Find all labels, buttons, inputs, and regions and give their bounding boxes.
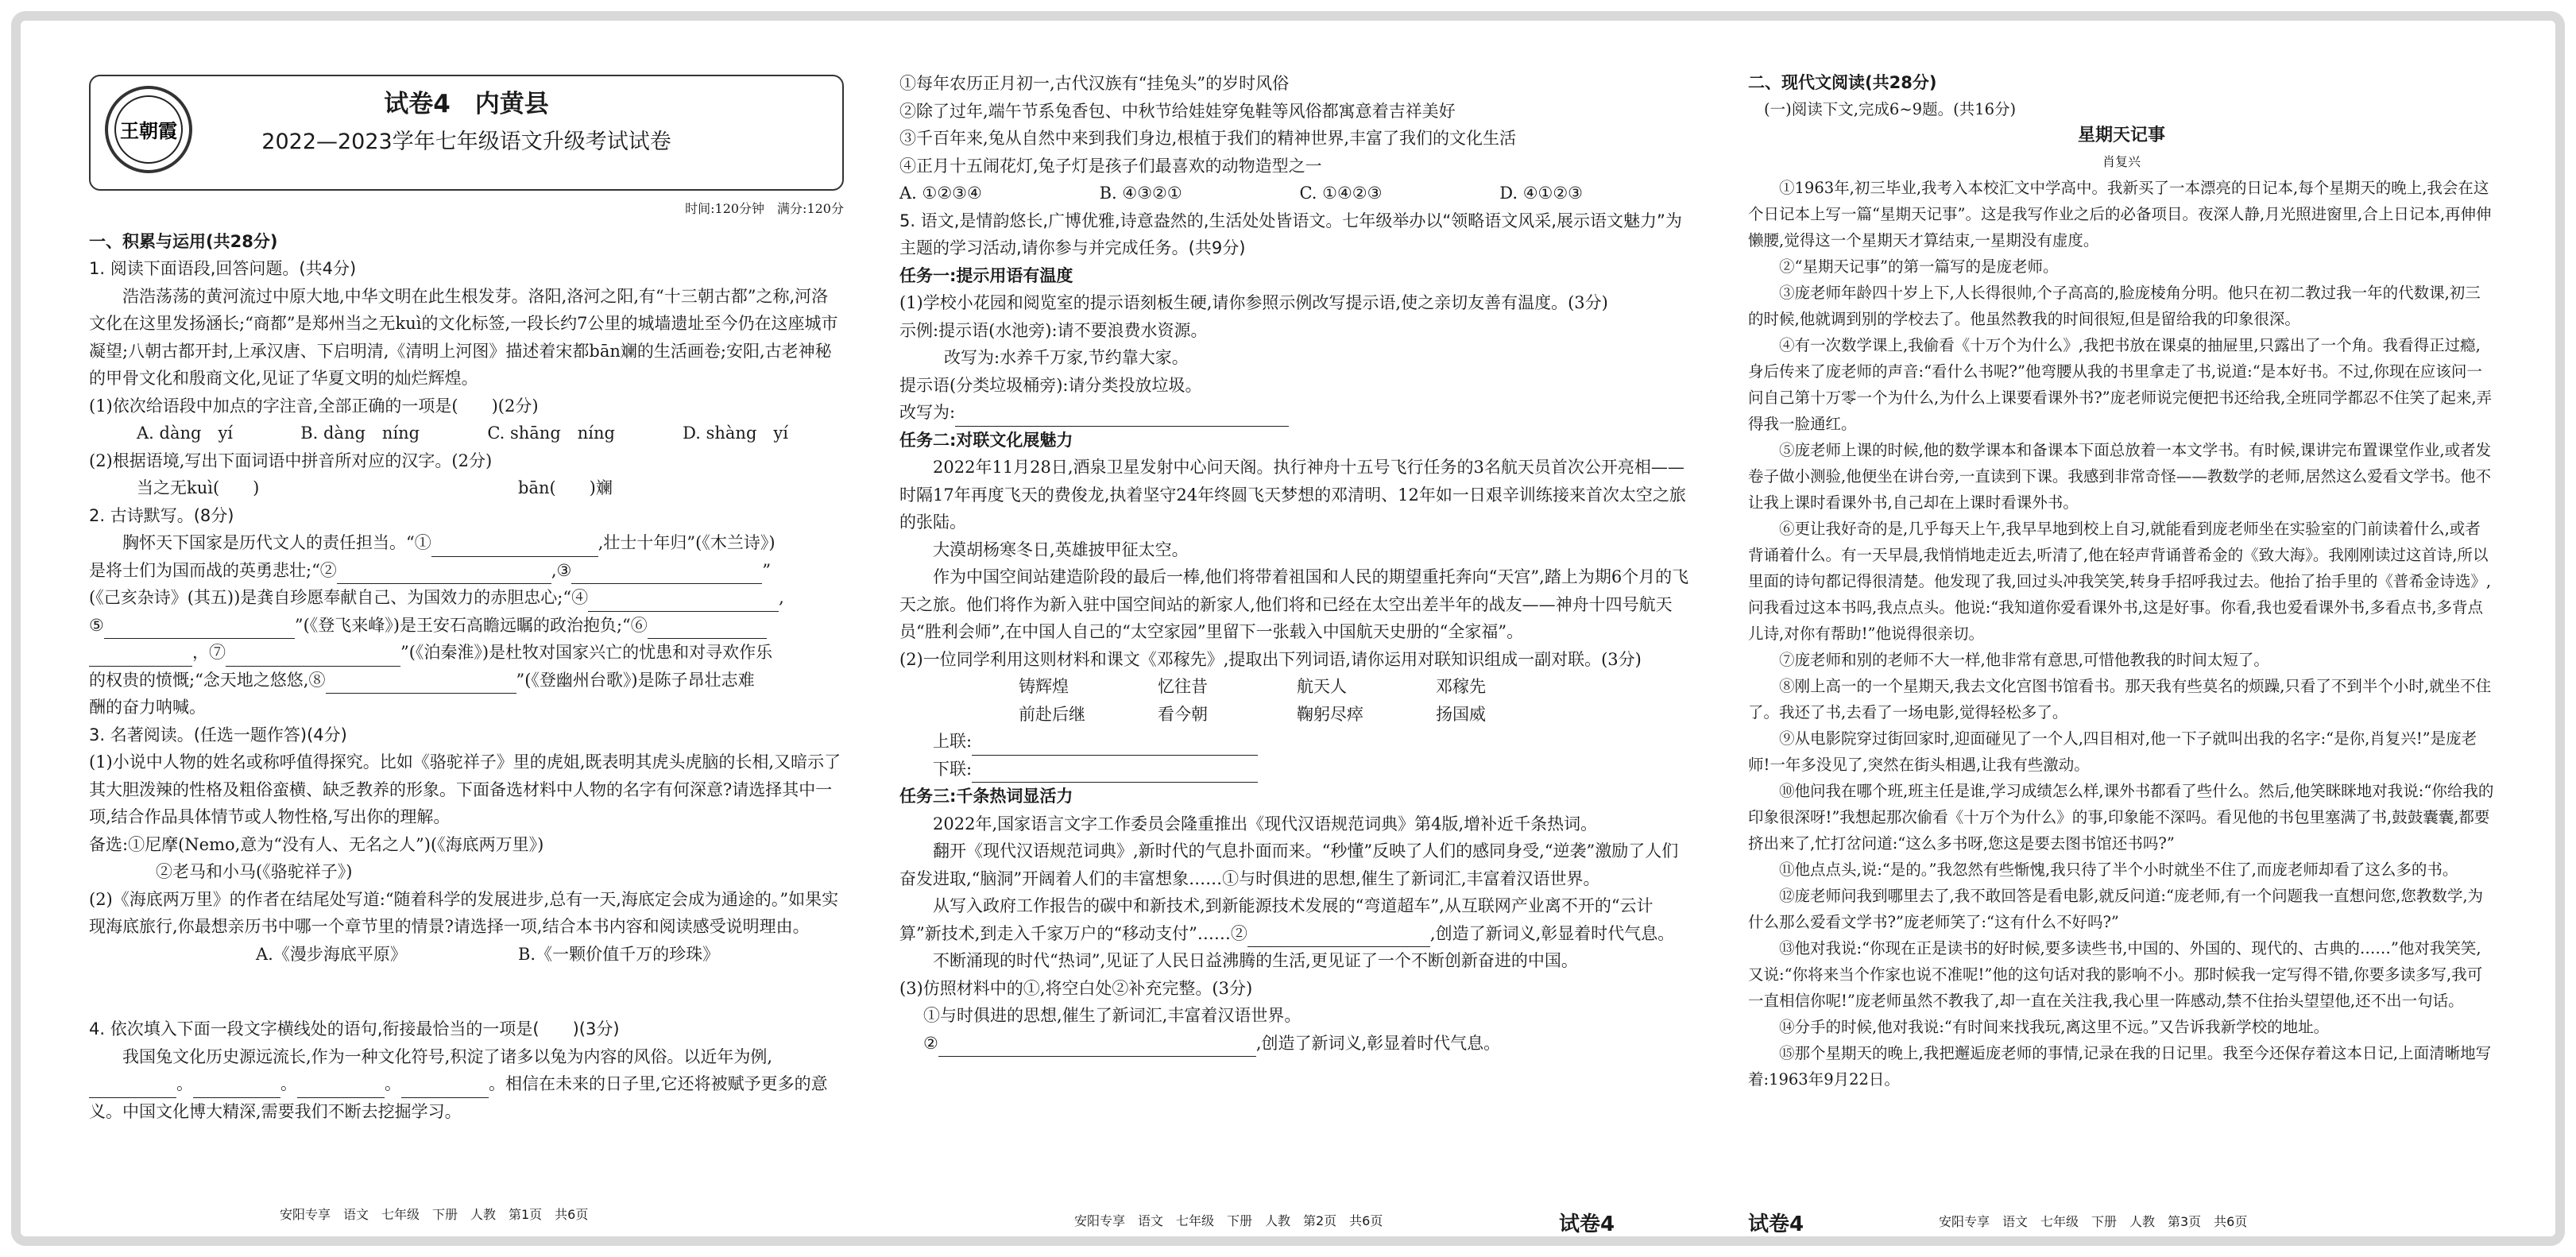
task-1-example-2: 改写为:水养千万家,节约靠大家。 <box>944 348 1189 367</box>
passage-text: ,创造了新词义,彰显着时代气息。 <box>1429 923 1675 943</box>
poem-line-4 <box>89 612 844 640</box>
task-2-couplet: 大漠胡杨寒冬日,英雄披甲征太空。 <box>933 540 1189 559</box>
poem-text: 胸怀天下国家是历代文人的责任担当。“① <box>122 533 431 552</box>
section-2-heading: 二、现代文阅读(共28分) <box>1748 73 1937 92</box>
story-title: 星期天记事 <box>2077 126 2165 145</box>
word-grid-row-1 <box>1019 673 1575 701</box>
poem-text: ”(《泊秦淮》)是杜牧对国家兴亡的忧患和对寻欢作乐 <box>400 643 773 662</box>
exam-title: 试卷4 内黄县 <box>384 90 549 118</box>
question-1-2: (2)根据语境,写出下面词语中拼音所对应的汉字。(2分) <box>89 451 493 470</box>
section-1-heading: 一、积累与运用(共28分) <box>89 231 278 251</box>
answer-label: ② <box>923 1033 938 1053</box>
poem-text: , <box>779 588 784 607</box>
blank-1[interactable] <box>431 537 598 557</box>
word: 看今朝 <box>1158 704 1208 724</box>
blank-2[interactable] <box>337 564 551 584</box>
task-1-rewrite <box>899 399 1694 427</box>
exam-label-right: 试卷4 <box>1748 1213 1804 1236</box>
choice-b[interactable]: B. ④③②① <box>1099 184 1182 203</box>
poem-text: ,③ <box>551 560 572 580</box>
poem-line-2: 是将士们为国而战的英勇悲壮;“② ,③ ” <box>89 557 844 585</box>
blank-4[interactable] <box>588 592 779 612</box>
task-3-answer-2 <box>923 1030 1694 1058</box>
choice-d[interactable]: D. ④①②③ <box>1499 184 1583 203</box>
svg-text:王朝霞: 王朝霞 <box>120 119 177 142</box>
rabbit-option-2: ②除了过年,端午节系兔香包、中秋节给娃娃穿兔鞋等风俗都寓意着吉祥美好 <box>899 101 1456 121</box>
passage-text: 从写入政府工作报告的碳中和新技术,到新能源技术发展的“弯道超车”,从互联网产业离不开的“云计算”新技术,到走入千家万户的“移动支付”……② <box>899 896 1654 943</box>
option-b[interactable]: B.《一颗价值千万的珍珠》 <box>518 944 720 964</box>
word: 邓稼先 <box>1436 677 1486 696</box>
task-3-text-3 <box>899 892 1694 947</box>
footer-page-3: 安阳专享 语文 七年级 下册 人教 第3页 共6页 <box>1939 1214 2248 1229</box>
task-3-answer-1: ①与时俱进的思想,催生了新词汇,丰富着汉语世界。 <box>923 1006 1302 1025</box>
blank-2[interactable] <box>193 1078 280 1098</box>
paragraph-1: ①1963年,初三毕业,我考入本校汇文中学高中。我新买了一本漂亮的日记本,每个星期天的晚上,我会在这个日记本上写一篇“星期天记事”。这是我写作业之后的必备项目。夜深人静,月光照进窗里,合上日记本,再伸伸懒腰,觉得这一个星期天才算结束,一星期没有虚度。 <box>1748 179 2492 249</box>
question-1-2-items <box>89 474 844 502</box>
question-1-passage: 浩浩荡荡的黄河流过中原大地,中华文明在此生根发芽。洛阳,洛河之阳,有“十三朝古都”之称,河洛文化在这里发扬涵长;“商都”是郑州当之无kuì的文化标签,一段长约7公里的城墙遗址至今仍在这座城市凝望;八朝古都开封,上承汉唐、下启明清,《清明上河图》描述着宋都bān斓的生活画卷;安阳,古老神秘的甲骨文化和殷商文化,见证了华夏文明的灿烂辉煌。 <box>89 286 838 388</box>
passage-text: 。相信在未来的日子里,它还将被赋予更多的意义。中国文化博大精深,需要我们不断去挖掘学习。 <box>89 1074 828 1121</box>
question-3-1-option-2: ②老马和小马(《骆驼祥子》) <box>156 862 353 881</box>
lower-couplet <box>933 756 1694 783</box>
question-3-1-option-1: 备选:①尼摩(Nemo,意为“没有人、无名之人”)(《海底两万里》) <box>89 834 544 854</box>
word: 铸辉煌 <box>1019 677 1069 696</box>
paragraph-6: ⑥更让我好奇的是,几乎每天上午,我早早地到校上自习,就能看到庞老师坐在实验室的门前读着什么,或者背诵着什么。有一天早晨,我悄悄地走近去,听清了,他在轻声背诵普希金的《致大海》。我刚刚读过这首诗,所以里面的诗句都记得很清楚。他发现了我,回过头冲我笑笑,转身手招呼我过去。他抬了抬手里的《普希金诗选》,问我看过这本书吗,我点点头。他说:“我知道你爱看课外书,这是好事。你看,我也爱看课外书,多看点书,多背点儿诗,对你有帮助!”他说得很亲切。 <box>1748 520 2492 643</box>
poem-line-3 <box>89 584 844 612</box>
choice-a[interactable]: A. ①②③④ <box>899 184 982 203</box>
blank-6b[interactable] <box>89 647 192 667</box>
question-3-1: (1)小说中人物的姓名或称呼值得探究。比如《骆驼祥子》里的虎姐,既表明其虎头虎脑的长相,又暗示了其大胆泼辣的性格及粗俗蛮横、缺乏教养的形象。下面备选材料中人物的名字有何深意?请选择其中一项,结合作品具体情节或人物性格,写出你的理解。 <box>89 752 841 826</box>
poem-line-6 <box>89 667 844 694</box>
paragraph-5: ⑤庞老师上课的时候,他的数学课本和备课本下面总放着一本文学书。有时候,课讲完布置课堂作业,或者发卷子做小测验,他便坐在讲台旁,一直读到下课。我感到非常奇怪——教数学的老师,居然这么爱看文学书。他不让我上课时看课外书,自己却在上课时看课外书。 <box>1748 441 2492 512</box>
paragraph-7: ⑦庞老师和别的老师不大一样,他非常有意思,可惜他教我的时间太短了。 <box>1779 651 2269 669</box>
option-b[interactable]: B. dàng níng <box>300 424 420 443</box>
word: 忆往昔 <box>1158 677 1208 696</box>
column-1 <box>89 64 844 1222</box>
question-3-heading: 3. 名著阅读。(任选一题作答)(4分) <box>89 725 347 745</box>
paragraph-13: ⑬他对我说:“你现在正是读书的好时候,要多读些书,中国的、外国的、现代的、古典的……”他对我笑笑,又说:“你将来当个作家也说不准呢!”他的这句话对我的影响不小。那时候我一定写得不错,你要多读多写,我可一直相信你呢!”庞老师虽然不教我了,却一直在关注我,我心里一阵感动,禁不住抬头望望他,还不出一句话。 <box>1748 939 2483 1010</box>
paragraph-8: ⑧刚上高一的一个星期天,我去文化宫图书馆看书。那天我有些莫名的烦躁,只看了不到半个小时,就坐不住了。我还了书,去看了一场电影,觉得轻松多了。 <box>1748 677 2492 721</box>
task-1-heading: 任务一:提示用语有温度 <box>899 265 1073 285</box>
question-4-heading: 4. 依次填入下面一段文字横线处的语句,衔接最恰当的一项是( )(3分) <box>89 1019 620 1038</box>
blank-4[interactable] <box>401 1078 489 1098</box>
rabbit-option-3: ③千百年来,兔从自然中来到我们身边,根植于我们的精神世界,丰富了我们的文化生活 <box>899 129 1517 148</box>
story-author: 肖复兴 <box>2102 154 2141 169</box>
task-2-text: 2022年11月28日,酒泉卫星发射中心问天阁。执行神舟十五号飞行任务的3名航天员首次公开亮相——时隔17年再度飞天的费俊龙,执着坚守24年终圆飞天梦想的邓清明、12年如一日艰辛训练接来首次太空之旅的张陆。 <box>899 458 1686 532</box>
task-3-question: (3)仿照材料中的①,将空白处②补充完整。(3分) <box>899 978 1253 998</box>
poem-line-5 <box>89 639 844 667</box>
task-3-heading: 任务三:千条热词显活力 <box>899 787 1073 806</box>
task-2-question: (2)一位同学利用这则材料和课文《邓稼先》,提取出下列词语,请你运用对联知识组成一副对联。(3分) <box>899 649 1642 669</box>
word: 扬国威 <box>1436 704 1486 724</box>
option-a[interactable]: A.《漫步海底平原》 <box>256 944 407 964</box>
paragraph-15: ⑮那个星期天的晚上,我把邂逅庞老师的事情,记录在我的日记里。我至今还保存着这本日记,上面清晰地写着:1963年9月22日。 <box>1748 1044 2492 1089</box>
question-3-2-options <box>89 941 844 969</box>
question-1-1-options <box>137 420 788 447</box>
option-d[interactable]: D. shàng yí <box>683 424 788 443</box>
poem-line-7: 酬的奋力呐喊。 <box>89 698 206 717</box>
word: 前赴后继 <box>1019 704 1085 724</box>
poem-text: ，⑦ <box>192 643 226 662</box>
paragraph-9: ⑨从电影院穿过街回家时,迎面碰见了一个人,四目相对,他一下子就叫出我的名字:“是你,肖复兴!”是庞老师!一年多没见了,突然在街头相遇,让我有些激动。 <box>1748 729 2477 774</box>
answer-text: ,创造了新词义,彰显着时代气息。 <box>1255 1033 1501 1053</box>
blank-6[interactable] <box>648 619 767 639</box>
poem-text: ”(《登幽州台歌》)是陈子昂壮志难 <box>516 670 755 690</box>
question-1-heading: 1. 阅读下面语段,回答问题。(共4分) <box>89 259 357 278</box>
upper-couplet-blank[interactable] <box>972 736 1258 756</box>
option-c[interactable]: C. shāng níng <box>487 424 615 443</box>
question-5-heading: 5. 语文,是情韵悠长,广博优雅,诗意盎然的,生活处处皆语文。七年级举办以“领略语文风采,展示语文魅力”为主题的学习活动,请你参与并完成任务。(共9分) <box>899 211 1682 257</box>
task-3-text-2: 翻开《现代汉语规范词典》,新时代的气息扑面而来。“秒懂”反映了人们的感同身受,“逆袭”激励了人们奋发进取,“脑洞”开阔着人们的丰富想象……①与时俱进的思想,催生了新词汇,丰富着汉语世界。 <box>899 841 1679 888</box>
task-3-text: 2022年,国家语言文字工作委员会隆重推出《现代汉语规范词典》第4版,增补近千条热词。 <box>933 814 1598 833</box>
column-2 <box>899 70 1694 1236</box>
question-4-passage: 我国兔文化历史源远流长,作为一种文化符号,积淀了诸多以兔为内容的风俗。以近年为例,。 。 。 。相信在未来的日子里,它还将被赋予更多的意义。中国文化博大精深,需要我们不断去挖掘学习。 <box>89 1046 828 1121</box>
task-2-heading: 任务二:对联文化展魅力 <box>899 430 1073 450</box>
paragraph-2: ②“星期天记事”的第一篇写的是庞老师。 <box>1779 257 2059 276</box>
question-4-choices <box>899 180 1583 207</box>
rabbit-option-4: ④正月十五闹花灯,兔子灯是孩子们最喜欢的动物造型之一 <box>899 156 1322 176</box>
footer-page-1: 安阳专享 语文 七年级 下册 人教 第1页 共6页 <box>280 1206 589 1222</box>
word-ban[interactable]: bān( )斓 <box>518 478 613 497</box>
exam-meta: 时间:120分钟 满分:120分 <box>685 201 844 216</box>
passage-text: 我国兔文化历史源远流长,作为一种文化符号,积淀了诸多以兔为内容的风俗。以近年为例, <box>122 1046 773 1066</box>
question-3-2: (2)《海底两万里》的作者在结尾处写道:“随着科学的发展进步,总有一天,海底定会成为通途的。”如果实现海底旅行,你最想亲历书中哪一个章节里的情景?请选择一项,结合本书内容和阅读感受说明理由。 <box>89 889 839 936</box>
paragraph-14: ⑭分手的时候,他对我说:“有时间来找我玩,离这里不远。”又告诉我新学校的地址。 <box>1779 1018 2330 1036</box>
paragraph-4: ④有一次数学课上,我偷看《十万个为什么》,我把书放在课桌的抽屉里,只露出了一个角。我看得正过瘾,身后传来了庞老师的声音:“看什么书呢?”他弯腰从我的书里拿走了书,说道:“是本好书。不过,你现在应该问一问自己第十万零一个为什么,为什么上课要看课外书?”庞老师说完便把书还给我,全班同学都忍不住笑了起来,弄得我一脸通红。 <box>1748 336 2493 433</box>
upper-label: 上联: <box>933 732 973 751</box>
question-2-heading: 2. 古诗默写。(8分) <box>89 505 234 525</box>
word: 鞠躬尽瘁 <box>1297 704 1363 724</box>
paragraph-10: ⑩他问我在哪个班,班主任是谁,学习成绩怎么样,课外书都看了些什么。然后,他笑眯眯地对我说:“你给我的印象很深呀!”我想起那次偷看《十万个为什么》的事,印象能不深吗。看见他的书包里塞满了书,鼓鼓囊囊,都要挤出来了,忙打岔问道:“这么多书呀,您这是要去图书馆还书吗?” <box>1748 782 2494 853</box>
paragraph-3: ③庞老师年龄四十岁上下,人长得很帅,个子高高的,脸庞棱角分明。他只在初二教过我一年的代数课,初三的时候,他就调到别的学校去了。他虽然教我的时间很短,但是留给我的印象很深。 <box>1748 284 2481 328</box>
column-3 <box>1748 70 2495 1236</box>
blank-3[interactable] <box>571 564 762 584</box>
poem-text: ,壮士十年归”(《木兰诗》) <box>598 533 776 552</box>
footer-page-2: 安阳专享 语文 七年级 下册 人教 第2页 共6页 <box>1074 1213 1383 1228</box>
paragraph-12: ⑫庞老师问我到哪里去了,我不敢回答是看电影,就反问道:“庞老师,有一个问题我一直想问您,您教数学,为什么那么爱看文学书?”庞老师笑了:“这有什么不好吗?” <box>1748 887 2484 931</box>
task-2-text-2: 作为中国空间站建造阶段的最后一棒,他们将带着祖国和人民的期望重托奔向“天宫”,踏上为期6个月的飞天之旅。他们将作为新入驻中国空间站的新家人,他们将和已经在太空出差半年的战友——神舟十四号航天员“胜利会师”,在中国人自己的“太空家园”里留下一张载入中国航天史册的“全家福”。 <box>899 567 1689 641</box>
poem-text: 是将士们为国而战的英勇悲壮;“② <box>89 560 337 580</box>
poem-text: ”(《登飞来峰》)是王安石高瞻远瞩的政治抱负;“⑥ <box>294 615 648 635</box>
lower-label: 下联: <box>933 759 973 779</box>
task-1-example-1: 示例:提示语(水池旁):请不要浪费水资源。 <box>899 320 1208 340</box>
poem-text: ⑤ <box>89 615 104 635</box>
subsection-1-heading: (一)阅读下文,完成6~9题。(共16分) <box>1764 100 2017 118</box>
blank-2[interactable] <box>1247 927 1430 947</box>
blank-5[interactable] <box>104 619 295 639</box>
task-3-text-4: 不断涌现的时代“热词”,见证了人民日益沸腾的生活,更见证了一个不断创新奋进的中国。 <box>933 951 1578 970</box>
rabbit-option-1: ①每年农历正月初一,古代汉族有“挂兔头”的岁时风俗 <box>899 74 1290 93</box>
poem-line-1 <box>89 529 844 557</box>
rewrite-label: 改写为: <box>899 403 956 422</box>
blank-8[interactable] <box>326 674 516 694</box>
exam-label-mid: 试卷4 <box>1559 1212 1615 1236</box>
word: 航天人 <box>1297 677 1347 696</box>
option-a[interactable]: A. dàng yí <box>137 424 234 443</box>
blank-3[interactable] <box>297 1078 385 1098</box>
blank-1[interactable] <box>89 1078 176 1098</box>
exam-subtitle: 2022—2023学年七年级语文升级考试试卷 <box>261 130 671 154</box>
title-box <box>89 75 844 191</box>
question-1-1: (1)依次给语段中加点的字注音,全部正确的一项是( )(2分) <box>89 396 539 416</box>
word-kui[interactable]: 当之无kuì( ) <box>137 478 260 497</box>
lower-couplet-blank[interactable] <box>972 763 1258 783</box>
rewrite-answer-blank[interactable] <box>955 407 1289 427</box>
poem-text: 的权贵的愤慨;“念天地之悠悠,⑧ <box>89 670 326 690</box>
upper-couplet <box>933 728 1694 756</box>
task-1-text: (1)学校小花园和阅览室的提示语刻板生硬,请你参照示例改写提示语,使之亲切友善有温度。(3分) <box>899 293 1608 312</box>
paragraph-11: ⑪他点点头,说:“是的。”我忽然有些惭愧,我只待了半个小时就坐不住了,而庞老师却看了这么多的书。 <box>1779 861 2458 879</box>
poem-text: (《己亥杂诗》(其五))是龚自珍愿奉献自己、为国效力的赤胆忠心;“④ <box>89 588 589 607</box>
answer-blank[interactable] <box>938 1037 1256 1057</box>
task-1-question: 提示语(分类垃圾桶旁):请分类投放垃圾。 <box>899 375 1202 395</box>
word-grid-row-2 <box>1019 701 1575 729</box>
blank-7[interactable] <box>226 647 400 667</box>
choice-c[interactable]: C. ①④②③ <box>1299 184 1383 203</box>
